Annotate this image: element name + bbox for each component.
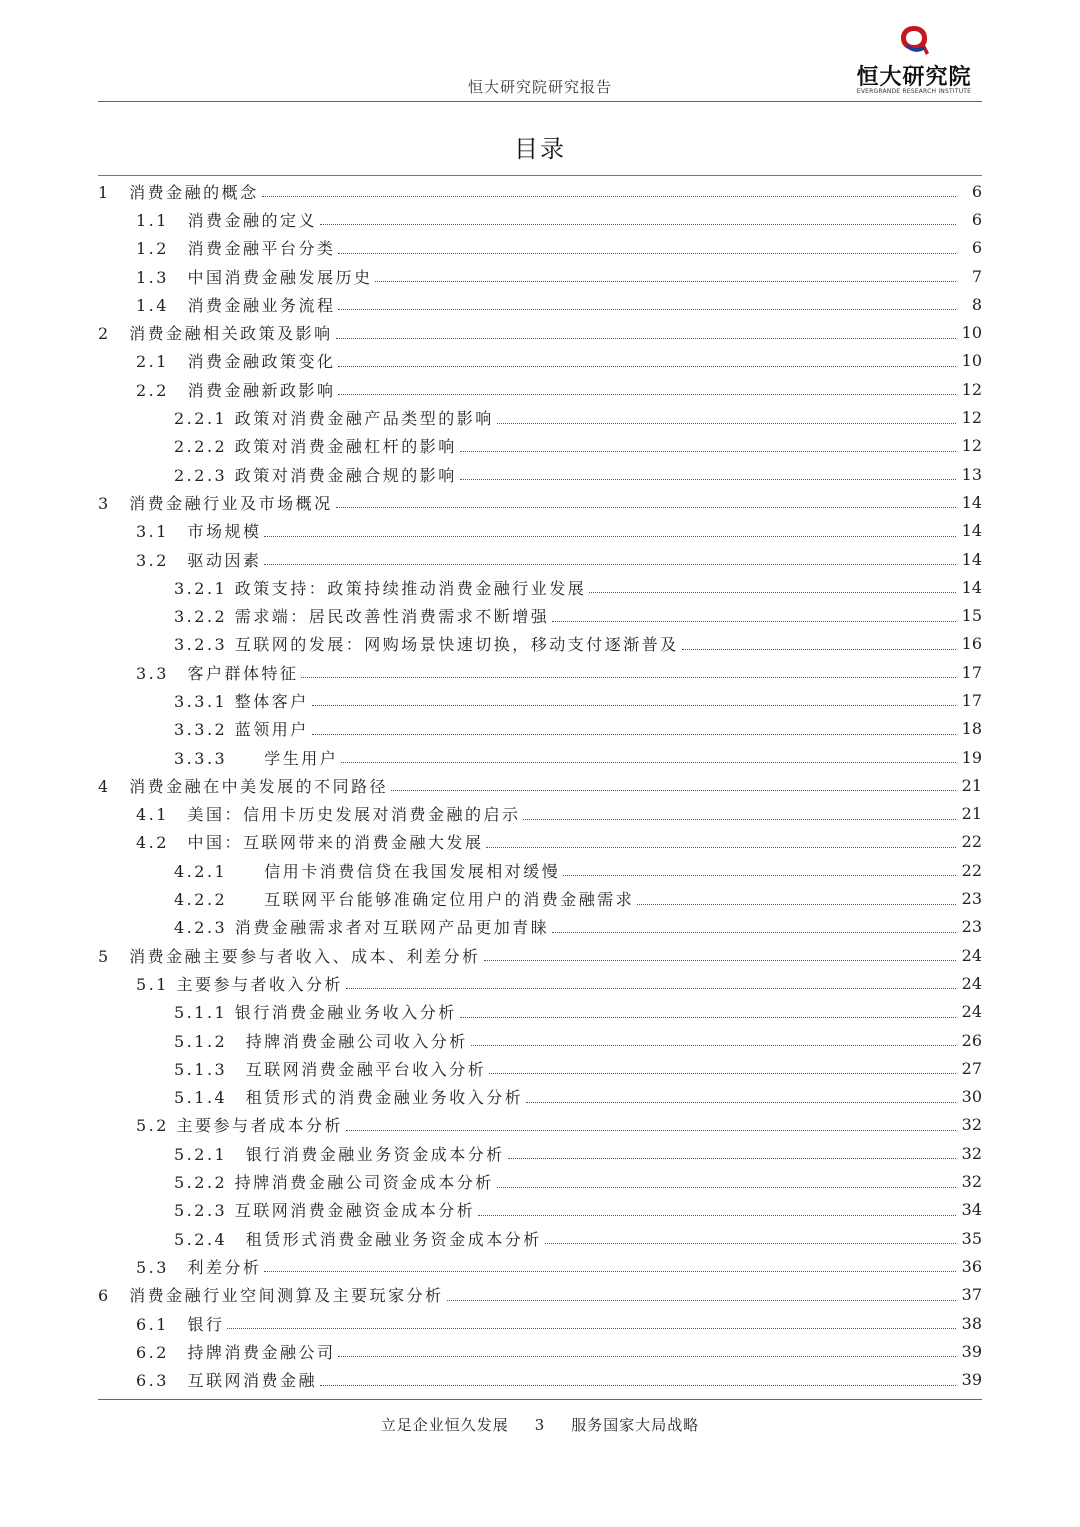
toc-dot-leader — [320, 223, 956, 225]
toc-entry-label: 3 消费金融行业及市场概况 — [98, 493, 333, 513]
toc-entry[interactable] — [98, 913, 982, 941]
toc-dot-leader — [341, 761, 956, 763]
toc-entry[interactable] — [98, 1139, 982, 1167]
toc-dot-leader — [338, 1355, 956, 1357]
toc-entry-page: 21 — [961, 804, 982, 824]
toc-entry-page: 37 — [961, 1285, 982, 1305]
toc-entry[interactable] — [98, 715, 982, 743]
toc-dot-leader — [346, 987, 956, 989]
toc-entry-label: 3.3.3 学生用户 — [174, 748, 339, 768]
toc-entry-label: 3.3.1 整体客户 — [174, 691, 309, 711]
toc-entry-page: 8 — [971, 294, 982, 314]
toc-dot-leader — [471, 1044, 956, 1046]
toc-entry[interactable] — [98, 743, 982, 771]
toc-entry-page: 18 — [961, 719, 982, 739]
toc-entry-page: 22 — [961, 832, 982, 852]
toc-entry[interactable] — [98, 1111, 982, 1139]
toc-dot-leader — [375, 280, 956, 282]
toc-entry[interactable] — [98, 884, 982, 912]
toc-entry-label: 6.3 互联网消费金融 — [136, 1371, 317, 1391]
toc-entry-page: 19 — [961, 747, 982, 767]
toc-entry-page: 39 — [961, 1370, 982, 1390]
toc-entry-label: 5.3 利差分析 — [136, 1257, 262, 1277]
toc-entry-page: 24 — [961, 973, 982, 993]
toc-entry-page: 13 — [961, 464, 982, 484]
toc-dot-leader — [227, 1327, 956, 1329]
logo-subtitle: EVERGRANDE RESEARCH INSTITUTE — [856, 88, 972, 95]
toc-entry-page: 22 — [961, 860, 982, 880]
toc-dot-leader — [508, 1157, 956, 1159]
toc-entry-label: 5.1.2 持牌消费金融公司收入分析 — [174, 1031, 468, 1051]
toc-dot-leader — [338, 252, 956, 254]
toc-entry-page: 17 — [961, 690, 982, 710]
toc-entry-label: 3.2 驱动因素 — [136, 550, 262, 570]
toc-entry-page: 6 — [971, 181, 982, 201]
toc-entry-page: 6 — [971, 209, 982, 229]
toc-dot-leader — [460, 450, 956, 452]
toc-dot-leader — [523, 818, 956, 820]
toc-entry-label: 2.2 消费金融新政影响 — [136, 380, 336, 400]
toc-entry-page: 24 — [961, 945, 982, 965]
footer-right-slogan: 服务国家大局战略 — [571, 1416, 700, 1434]
toc-dot-leader — [497, 422, 956, 424]
toc-entry-page: 34 — [961, 1200, 982, 1220]
toc-entry-page: 14 — [961, 549, 982, 569]
toc-entry[interactable] — [98, 403, 982, 431]
toc-entry[interactable] — [98, 517, 982, 545]
toc-entry-label: 4 消费金融在中美发展的不同路径 — [98, 776, 389, 796]
toc-dot-leader — [336, 506, 956, 508]
toc-dot-leader — [489, 1072, 956, 1074]
toc-entry-page: 14 — [961, 521, 982, 541]
toc-entry-label: 3.2.1 政策支持：政策持续推动消费金融行业发展 — [174, 578, 587, 598]
toc-entry-page: 27 — [961, 1058, 982, 1078]
toc-entry-label: 2.2.3 政策对消费金融合规的影响 — [174, 465, 457, 485]
toc-entry-page: 10 — [961, 323, 982, 343]
toc-dot-leader — [563, 874, 956, 876]
toc-dot-leader — [552, 931, 956, 933]
toc-dot-leader — [320, 1384, 956, 1386]
toc-entry-label: 5.1 主要参与者收入分析 — [136, 974, 344, 994]
toc-entry[interactable] — [98, 998, 982, 1026]
toc-entry[interactable] — [98, 1054, 982, 1082]
toc-dot-leader — [336, 337, 956, 339]
toc-entry-label: 3.1 市场规模 — [136, 522, 262, 542]
toc-entry-label: 1 消费金融的概念 — [98, 182, 259, 202]
toc-entry-page: 30 — [961, 1087, 982, 1107]
toc-entry[interactable] — [98, 1281, 982, 1309]
toc-dot-leader — [391, 789, 956, 791]
toc-entry[interactable] — [98, 545, 982, 573]
toc-entry-page: 6 — [971, 238, 982, 258]
toc-entry[interactable] — [98, 630, 982, 658]
toc-entry-page: 14 — [961, 492, 982, 512]
toc-entry[interactable] — [98, 1167, 982, 1195]
toc-entry-label: 6.2 持牌消费金融公司 — [136, 1342, 336, 1362]
toc-dot-leader — [589, 591, 956, 593]
toc-dot-leader — [486, 846, 956, 848]
toc-entry-label: 1.4 消费金融业务流程 — [136, 295, 336, 315]
toc-entry-page: 32 — [961, 1115, 982, 1135]
toc-entry[interactable] — [98, 347, 982, 375]
footer-divider — [98, 1399, 982, 1400]
logo-name: 恒大研究院 — [856, 65, 972, 90]
toc-dot-leader — [312, 704, 956, 706]
toc-entry-label: 6.1 银行 — [136, 1314, 225, 1334]
toc-entry-label: 5.2.1 银行消费金融业务资金成本分析 — [174, 1144, 505, 1164]
toc-entry[interactable] — [98, 1224, 982, 1252]
toc-entry[interactable] — [98, 262, 982, 290]
toc-entry-page: 15 — [961, 606, 982, 626]
toc-entry[interactable] — [98, 1337, 982, 1365]
toc-entry[interactable] — [98, 488, 982, 516]
toc-entry-page: 23 — [961, 889, 982, 909]
toc-entry[interactable] — [98, 432, 982, 460]
toc-entry-page: 21 — [961, 775, 982, 795]
toc-entry-page: 39 — [961, 1341, 982, 1361]
toc-entry[interactable] — [98, 205, 982, 233]
toc-dot-leader — [264, 535, 956, 537]
toc-dot-leader — [682, 648, 956, 650]
report-header-title: 恒大研究院研究报告 — [467, 78, 612, 96]
toc-entry-page: 14 — [961, 577, 982, 597]
toc-entry-page: 10 — [961, 351, 982, 371]
page-number: 3 — [534, 1416, 546, 1434]
toc-entry[interactable] — [98, 318, 982, 346]
toc-entry-label: 5.2.3 互联网消费金融资金成本分析 — [174, 1201, 476, 1221]
toc-entry-label: 6 消费金融行业空间测算及主要玩家分析 — [98, 1286, 444, 1306]
toc-entry-label: 5.1.4 租赁形式的消费金融业务收入分析 — [174, 1088, 524, 1108]
toc-entry[interactable] — [98, 941, 982, 969]
footer-left-slogan: 立足企业恒久发展 — [380, 1416, 509, 1434]
toc-entry-label: 5.2.2 持牌消费金融公司资金成本分析 — [174, 1173, 494, 1193]
toc-title: 目录 — [514, 135, 566, 163]
toc-entry[interactable] — [98, 573, 982, 601]
toc-dot-leader — [484, 959, 956, 961]
toc-entry-page: 23 — [961, 917, 982, 937]
toc-dot-leader — [264, 1270, 956, 1272]
toc-dot-leader — [338, 308, 956, 310]
toc-entry-label: 4.2.2 互联网平台能够准确定位用户的消费金融需求 — [174, 890, 635, 910]
toc-entry-page: 32 — [961, 1172, 982, 1192]
toc-dot-leader — [460, 1016, 956, 1018]
toc-entry[interactable] — [98, 1309, 982, 1337]
toc-dot-leader — [478, 1214, 956, 1216]
toc-entry[interactable] — [98, 800, 982, 828]
header-divider — [98, 101, 982, 102]
toc-dot-leader — [526, 1101, 956, 1103]
toc-entry[interactable] — [98, 1252, 982, 1280]
toc-entry-label: 4.1 美国：信用卡历史发展对消费金融的启示 — [136, 805, 521, 825]
toc-entry-page: 26 — [961, 1030, 982, 1050]
toc-entry[interactable] — [98, 601, 982, 629]
toc-entry-label: 2.1 消费金融政策变化 — [136, 352, 336, 372]
toc-dot-leader — [264, 563, 956, 565]
toc-dot-leader — [338, 393, 956, 395]
toc-entry-page: 38 — [961, 1313, 982, 1333]
toc-entry[interactable] — [98, 686, 982, 714]
toc-entry-label: 2.2.1 政策对消费金融产品类型的影响 — [174, 409, 494, 429]
toc-entry-label: 5.1.1 银行消费金融业务收入分析 — [174, 1003, 457, 1023]
toc-entry-label: 2 消费金融相关政策及影响 — [98, 324, 333, 344]
toc-entry-label: 1.3 中国消费金融发展历史 — [136, 267, 373, 287]
toc-entry[interactable] — [98, 1196, 982, 1224]
toc-entry-label: 4.2 中国：互联网带来的消费金融大发展 — [136, 833, 484, 853]
table-of-contents — [98, 177, 982, 1394]
toc-dot-leader — [312, 733, 956, 735]
toc-entry-label: 3.2.2 需求端：居民改善性消费需求不断增强 — [174, 607, 550, 627]
toc-entry[interactable] — [98, 658, 982, 686]
toc-entry[interactable] — [98, 1365, 982, 1393]
toc-entry-label: 4.2.3 消费金融需求者对互联网产品更加青睐 — [174, 918, 550, 938]
toc-entry-page: 36 — [961, 1256, 982, 1276]
toc-entry[interactable] — [98, 234, 982, 262]
toc-dot-leader — [545, 1242, 956, 1244]
toc-entry[interactable] — [98, 1083, 982, 1111]
toc-entry-page: 24 — [961, 1002, 982, 1022]
toc-entry[interactable] — [98, 1026, 982, 1054]
toc-entry-page: 35 — [961, 1228, 982, 1248]
toc-dot-leader — [262, 195, 956, 197]
toc-entry[interactable] — [98, 460, 982, 488]
toc-top-divider — [98, 175, 982, 176]
toc-dot-leader — [552, 620, 956, 622]
page-footer — [0, 1414, 1080, 1435]
toc-entry-page: 12 — [961, 436, 982, 456]
toc-dot-leader — [301, 676, 956, 678]
toc-dot-leader — [637, 903, 956, 905]
toc-entry-label: 5.1.3 互联网消费金融平台收入分析 — [174, 1059, 487, 1079]
toc-entry-label: 3.2.3 互联网的发展：网购场景快速切换，移动支付逐渐普及 — [174, 635, 679, 655]
toc-entry[interactable] — [98, 828, 982, 856]
toc-entry-page: 12 — [961, 379, 982, 399]
toc-entry[interactable] — [98, 375, 982, 403]
toc-entry-label: 5.2 主要参与者成本分析 — [136, 1116, 344, 1136]
toc-entry-label: 3.3.2 蓝领用户 — [174, 720, 309, 740]
toc-entry[interactable] — [98, 969, 982, 997]
toc-entry-page: 16 — [961, 634, 982, 654]
toc-entry[interactable] — [98, 771, 982, 799]
toc-entry-label: 2.2.2 政策对消费金融杠杆的影响 — [174, 437, 457, 457]
evergrande-logo-icon — [899, 24, 929, 58]
toc-entry-page: 7 — [971, 266, 982, 286]
toc-entry-label: 4.2.1 信用卡消费信贷在我国发展相对缓慢 — [174, 861, 561, 881]
toc-entry-label: 3.3 客户群体特征 — [136, 663, 299, 683]
toc-entry-label: 1.1 消费金融的定义 — [136, 210, 317, 230]
toc-entry-label: 1.2 消费金融平台分类 — [136, 239, 336, 259]
toc-entry-page: 32 — [961, 1143, 982, 1163]
toc-entry[interactable] — [98, 856, 982, 884]
toc-entry-page: 12 — [961, 408, 982, 428]
toc-entry[interactable] — [98, 177, 982, 205]
toc-dot-leader — [460, 478, 956, 480]
toc-entry[interactable] — [98, 290, 982, 318]
toc-entry-label: 5 消费金融主要参与者收入、成本、利差分析 — [98, 946, 481, 966]
toc-entry-label: 5.2.4 租赁形式消费金融业务资金成本分析 — [174, 1229, 542, 1249]
toc-dot-leader — [346, 1129, 956, 1131]
toc-dot-leader — [447, 1299, 956, 1301]
toc-dot-leader — [338, 365, 956, 367]
toc-dot-leader — [497, 1186, 956, 1188]
toc-entry-page: 17 — [961, 662, 982, 682]
